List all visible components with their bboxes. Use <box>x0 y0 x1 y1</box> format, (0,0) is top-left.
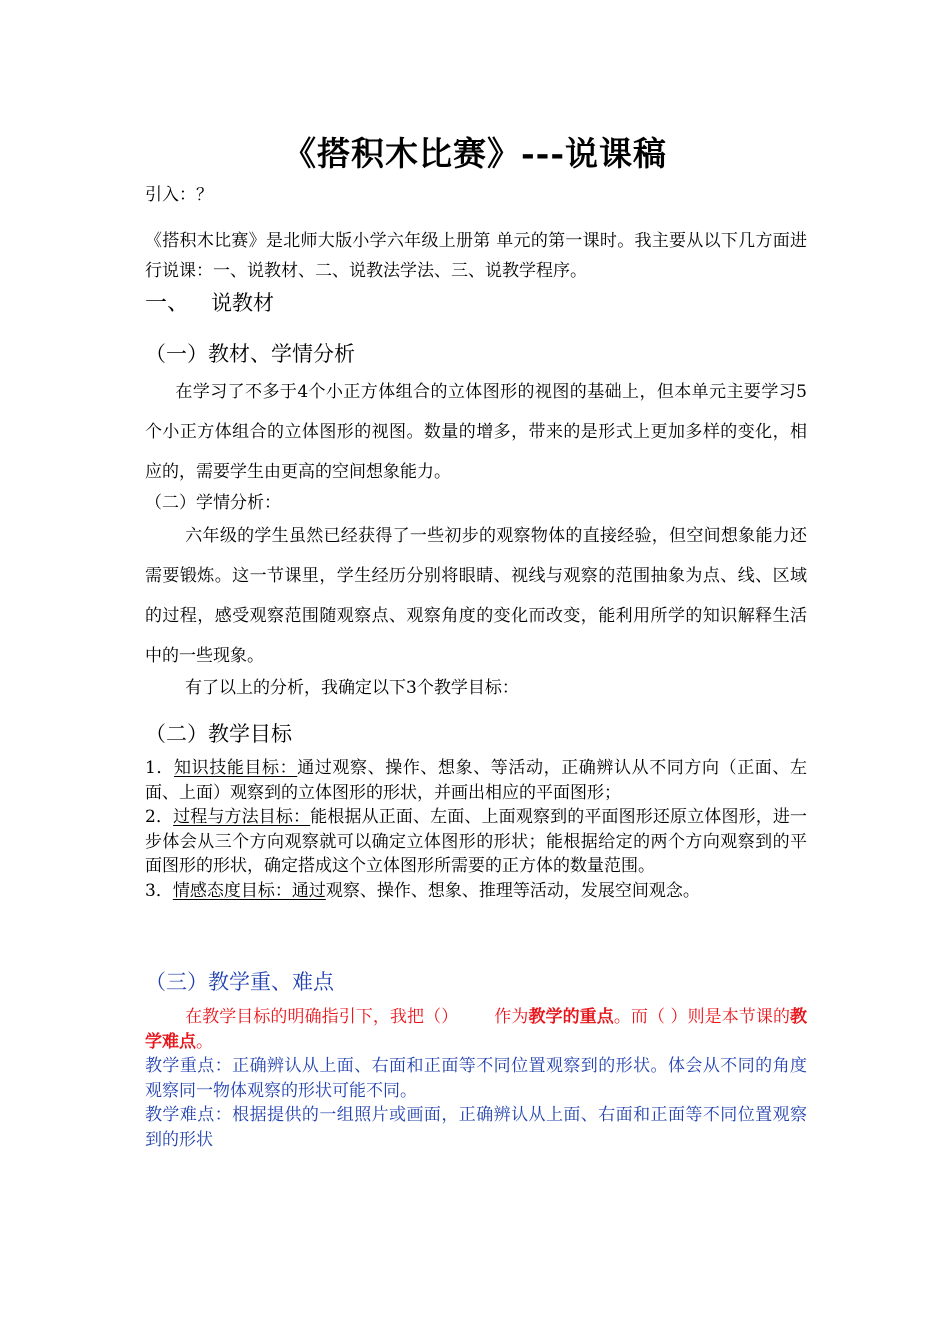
key-point-emphasis: 教学的重点 <box>528 1007 614 1027</box>
goals-list <box>145 756 807 903</box>
difficult-point-emphasis: 教学难点 <box>145 1007 808 1052</box>
goal-label: 过程与方法目标： <box>173 807 311 827</box>
section-heading <box>145 286 807 317</box>
students-paragraph: 六年级的学生虽然已经获得了一些初步的观察物体的直接经验，但空间想象能力还需要锻炼。这一节课里，学生经历分别将眼睛、视线与观察的范围抽象为点、线、区域的过程，感受观察范围随观察点、观察角度的变化而改变，能利用所学的知识解释生活中的一些现象。 <box>145 526 807 666</box>
subsection-heading-analysis: （一）教材、学情分析 <box>145 342 355 366</box>
goal-item: 2．过程与方法目标：能根据从正面、左面、上面观察到的平面图形还原立体图形，进一步体会从三个方向观察就可以确定立体图形的形状；能根据给定的两个方向观察到的平面图形的形状，确定搭成这个立体图形所需要的正方体的数量范围。 <box>145 807 807 876</box>
goal-label: 知识技能目标： <box>174 758 298 778</box>
difficulty-statement: 在教学目标的明确指引下，我把（） 作为教学的重点。而（ ）则是本节课的教学难点。 <box>145 1007 808 1052</box>
section-title: 说教材 <box>211 291 274 315</box>
goals-heading: （二）教学目标 <box>145 722 292 746</box>
key-point-text: 教学重点：正确辨认从上面、右面和正面等不同位置观察到的形状。体会从不同的角度观察同一物体观察的形状可能不同。 <box>145 1056 807 1101</box>
document-title: 《搭积木比赛》---说课稿 <box>282 134 668 173</box>
goal-item: 3．情感态度目标：通过观察、操作、想象、推理等活动，发展空间观念。 <box>145 880 700 901</box>
intro-paragraph: 《搭积木比赛》是北师大版小学六年级上册第 单元的第一课时。我主要从以下几方面进行说课：一、说教材、二、说教法学法、三、说教学程序。 <box>145 231 807 281</box>
intro-label: 引入：？ <box>145 185 213 205</box>
section-number: 一、 <box>145 291 190 316</box>
goals-intro: 有了以上的分析，我确定以下3个教学目标： <box>185 678 519 698</box>
subsection-heading-students: （二）学情分析： <box>145 493 281 513</box>
difficult-point-text: 教学难点：根据提供的一组照片或画面，正确辨认从上面、右面和正面等不同位置观察到的形状 <box>145 1105 807 1150</box>
goal-item: 1．知识技能目标：通过观察、操作、想象、等活动，正确辨认从不同方向（正面、左面、上面）观察到的立体图形的形状，并画出相应的平面图形； <box>145 758 807 803</box>
analysis-paragraph: 在学习了不多于4个小正方体组合的立体图形的视图的基础上，但本单元主要学习5个小正方体组合的立体图形的视图。数量的增多，带来的是形式上更加多样的变化，相应的，需要学生由更高的空间想象能力。 <box>145 382 807 482</box>
goal-label: 情感态度目标：通过 <box>172 880 326 901</box>
difficulty-heading: （三）教学重、难点 <box>145 970 334 994</box>
